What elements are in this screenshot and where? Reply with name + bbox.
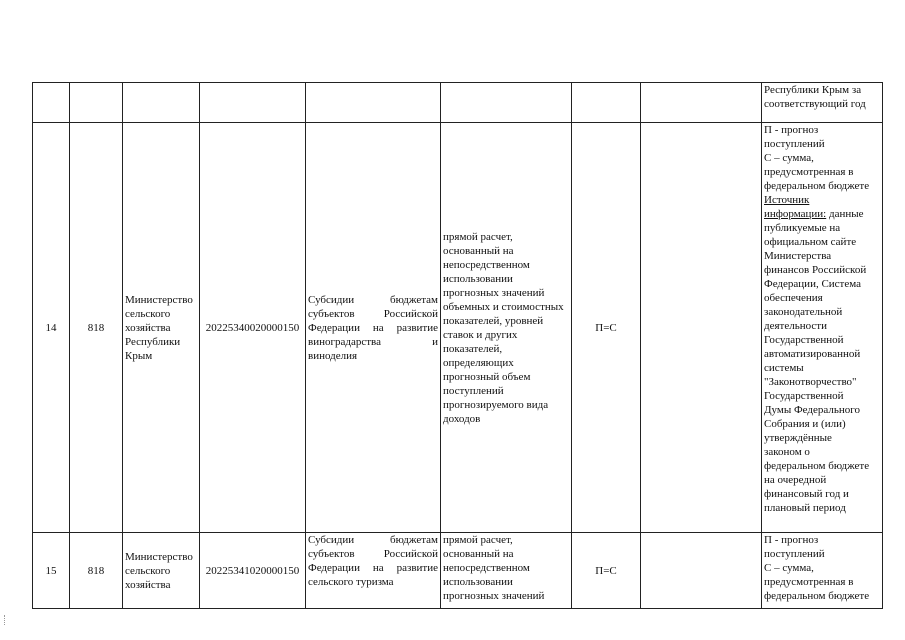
admin-name-text: Министерство сельского хозяйства Республики Крым: [125, 293, 193, 362]
algorithm-cell: [641, 533, 762, 609]
formula-cell: [572, 83, 641, 123]
forecast-methods-table: [32, 82, 883, 609]
row-number-cell: 14: [33, 123, 70, 533]
row-number-cell: 15: [33, 533, 70, 609]
admin-name-cell: [123, 123, 200, 533]
method-cell: [441, 123, 572, 533]
indicators-text: Республики Крым за соответствующий год: [764, 84, 866, 110]
formula-cell: П=С: [572, 123, 641, 533]
kbk-cell: [200, 83, 306, 123]
scan-mark: [4, 615, 7, 625]
indicators-cell: [762, 533, 883, 609]
row-number-cell: [33, 83, 70, 123]
algorithm-cell: [641, 83, 762, 123]
indicators-text: [764, 123, 880, 515]
admin-code-cell: 818: [70, 533, 123, 609]
income-name-cell: Субсидии бюджетам субъектов Российской Федерации на развитие сельского туризма: [306, 533, 441, 609]
method-text: прямой расчет, основанный на непосредственном использовании прогнозных значений объемных и стоимостных показателей, уровней ставок и других показателей, определяющих прогнозный объем поступлений прогнозируемого вида доходов: [443, 230, 564, 425]
source-description: данные публикуемые на официальном сайте Министерства финансов Российской Федерации, Система обеспечения законодательной деятельности Государственной автоматизированной системы "Законотворчество" Государственной Думы Федерального Собрания и (или) утверждённые законом о федеральном бюджете на очередной финансовый год и плановый период: [764, 208, 870, 514]
formula-cell: П=С: [572, 533, 641, 609]
method-cell: [441, 83, 572, 123]
table-row: [33, 533, 883, 609]
income-name-cell: Субсидии бюджетам субъектов Российской Федерации на развитие виноградарства и виноделия: [306, 123, 441, 533]
admin-name-cell: [123, 83, 200, 123]
kbk-cell: 20225340020000150: [200, 123, 306, 533]
indicators-cell: [762, 83, 883, 123]
income-name-cell: [306, 83, 441, 123]
indicators-text: П - прогноз поступлений С – сумма, предусмотренная в федеральном бюджете: [764, 534, 870, 602]
admin-code-cell: [70, 83, 123, 123]
admin-code-cell: 818: [70, 123, 123, 533]
indicators-definitions: П - прогноз поступлений С – сумма, предусмотренная в федеральном бюджете: [764, 124, 870, 192]
algorithm-cell: [641, 123, 762, 533]
kbk-cell: 20225341020000150: [200, 533, 306, 609]
admin-name-cell: [123, 533, 200, 609]
method-text: прямой расчет, основанный на непосредственном использовании прогнозных значений: [443, 534, 545, 602]
table-row: [33, 123, 883, 533]
admin-name-text: Министерство сельского хозяйства: [125, 550, 193, 591]
source-label: Источник информации:: [764, 194, 827, 220]
method-cell: [441, 533, 572, 609]
table-row: [33, 83, 883, 123]
indicators-cell: [762, 123, 883, 533]
